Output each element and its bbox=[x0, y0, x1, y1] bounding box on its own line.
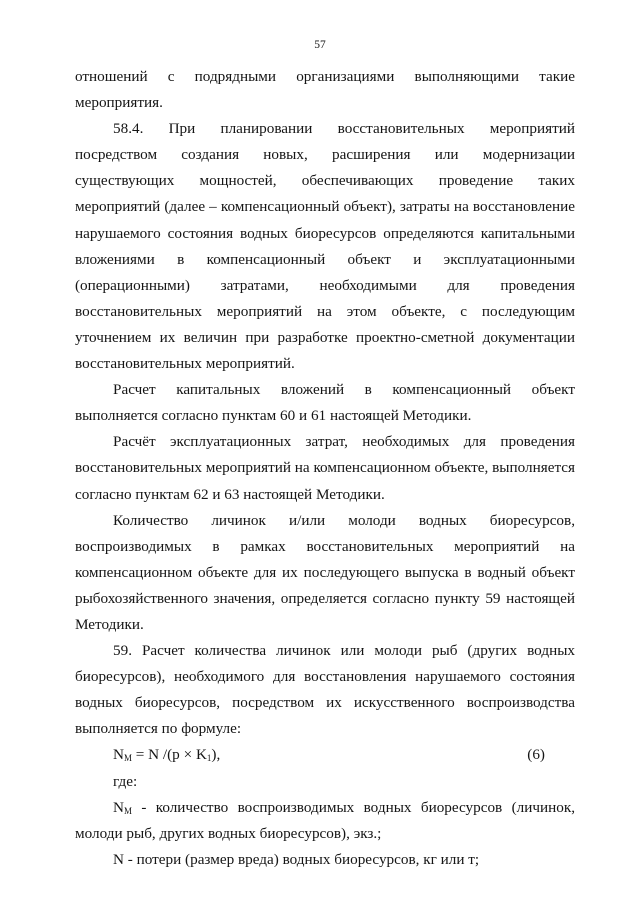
paragraph-59: 59. Расчет количества личинок или молоди рыб (других водных биоресурсов), необходимого для восстановления нарушаемого состояния водных биоресурсов, посредством их искусственного воспроизводства выполняется по формуле: bbox=[75, 642, 575, 738]
paragraph-58-4: 58.4. При планировании восстановительных мероприятий посредством создания новых, расширения или модернизации существующих мощностей, обеспечивающих проведение таких мероприятий (далее – компенсационный объект), затраты на восстановление нарушаемого состояния водных биоресурсов определяются капитальными вложениями в компенсационный объект и эксплуатационными (операционными) затратами, необходимыми для проведения восстановительных мероприятий на этом объекте, с последующим уточнением их величин при разработке проектно-сметной документации восстановительных мероприятий. bbox=[75, 120, 575, 373]
formula-expression: $N_M = N$ $/(p \times K_1)$, bbox=[113, 746, 221, 764]
page-number: 57 bbox=[314, 39, 326, 51]
paragraph-capital-investment: Расчет капитальных вложений в компенсационный объект выполняется согласно пунктам 60 и 61 настоящей Методики. bbox=[75, 381, 575, 425]
definition-nm: $N_M$ - количество воспроизводимых водных биоресурсов (личинок, молоди рыб, других водных биоресурсов), экз.; bbox=[75, 798, 575, 842]
paragraph-operating-costs: Расчёт эксплуатационных затрат, необходимых для проведения восстановительных мероприятий на компенсационном объекте, выполняется согласно пунктам 62 и 63 настоящей Методики. bbox=[75, 433, 576, 503]
definition-n: N - потери (размер вреда) водных биоресурсов, кг или т; bbox=[113, 850, 480, 868]
document-body bbox=[75, 64, 575, 873]
paragraph-continuation: отношений с подрядными организациями выполняющими такие мероприятия. bbox=[75, 68, 575, 112]
formula-line bbox=[75, 742, 575, 768]
where-label: где: bbox=[113, 772, 138, 790]
formula-number: (6) bbox=[527, 746, 545, 764]
paragraph-larvae-count: Количество личинок и/или молоди водных биоресурсов, воспроизводимых в рамках восстановительных мероприятий на компенсационном объекте для их последующего выпуска в водный объект рыбохозяйственного значения, определяется согласно пункту 59 настоящей Методики. bbox=[75, 511, 575, 633]
